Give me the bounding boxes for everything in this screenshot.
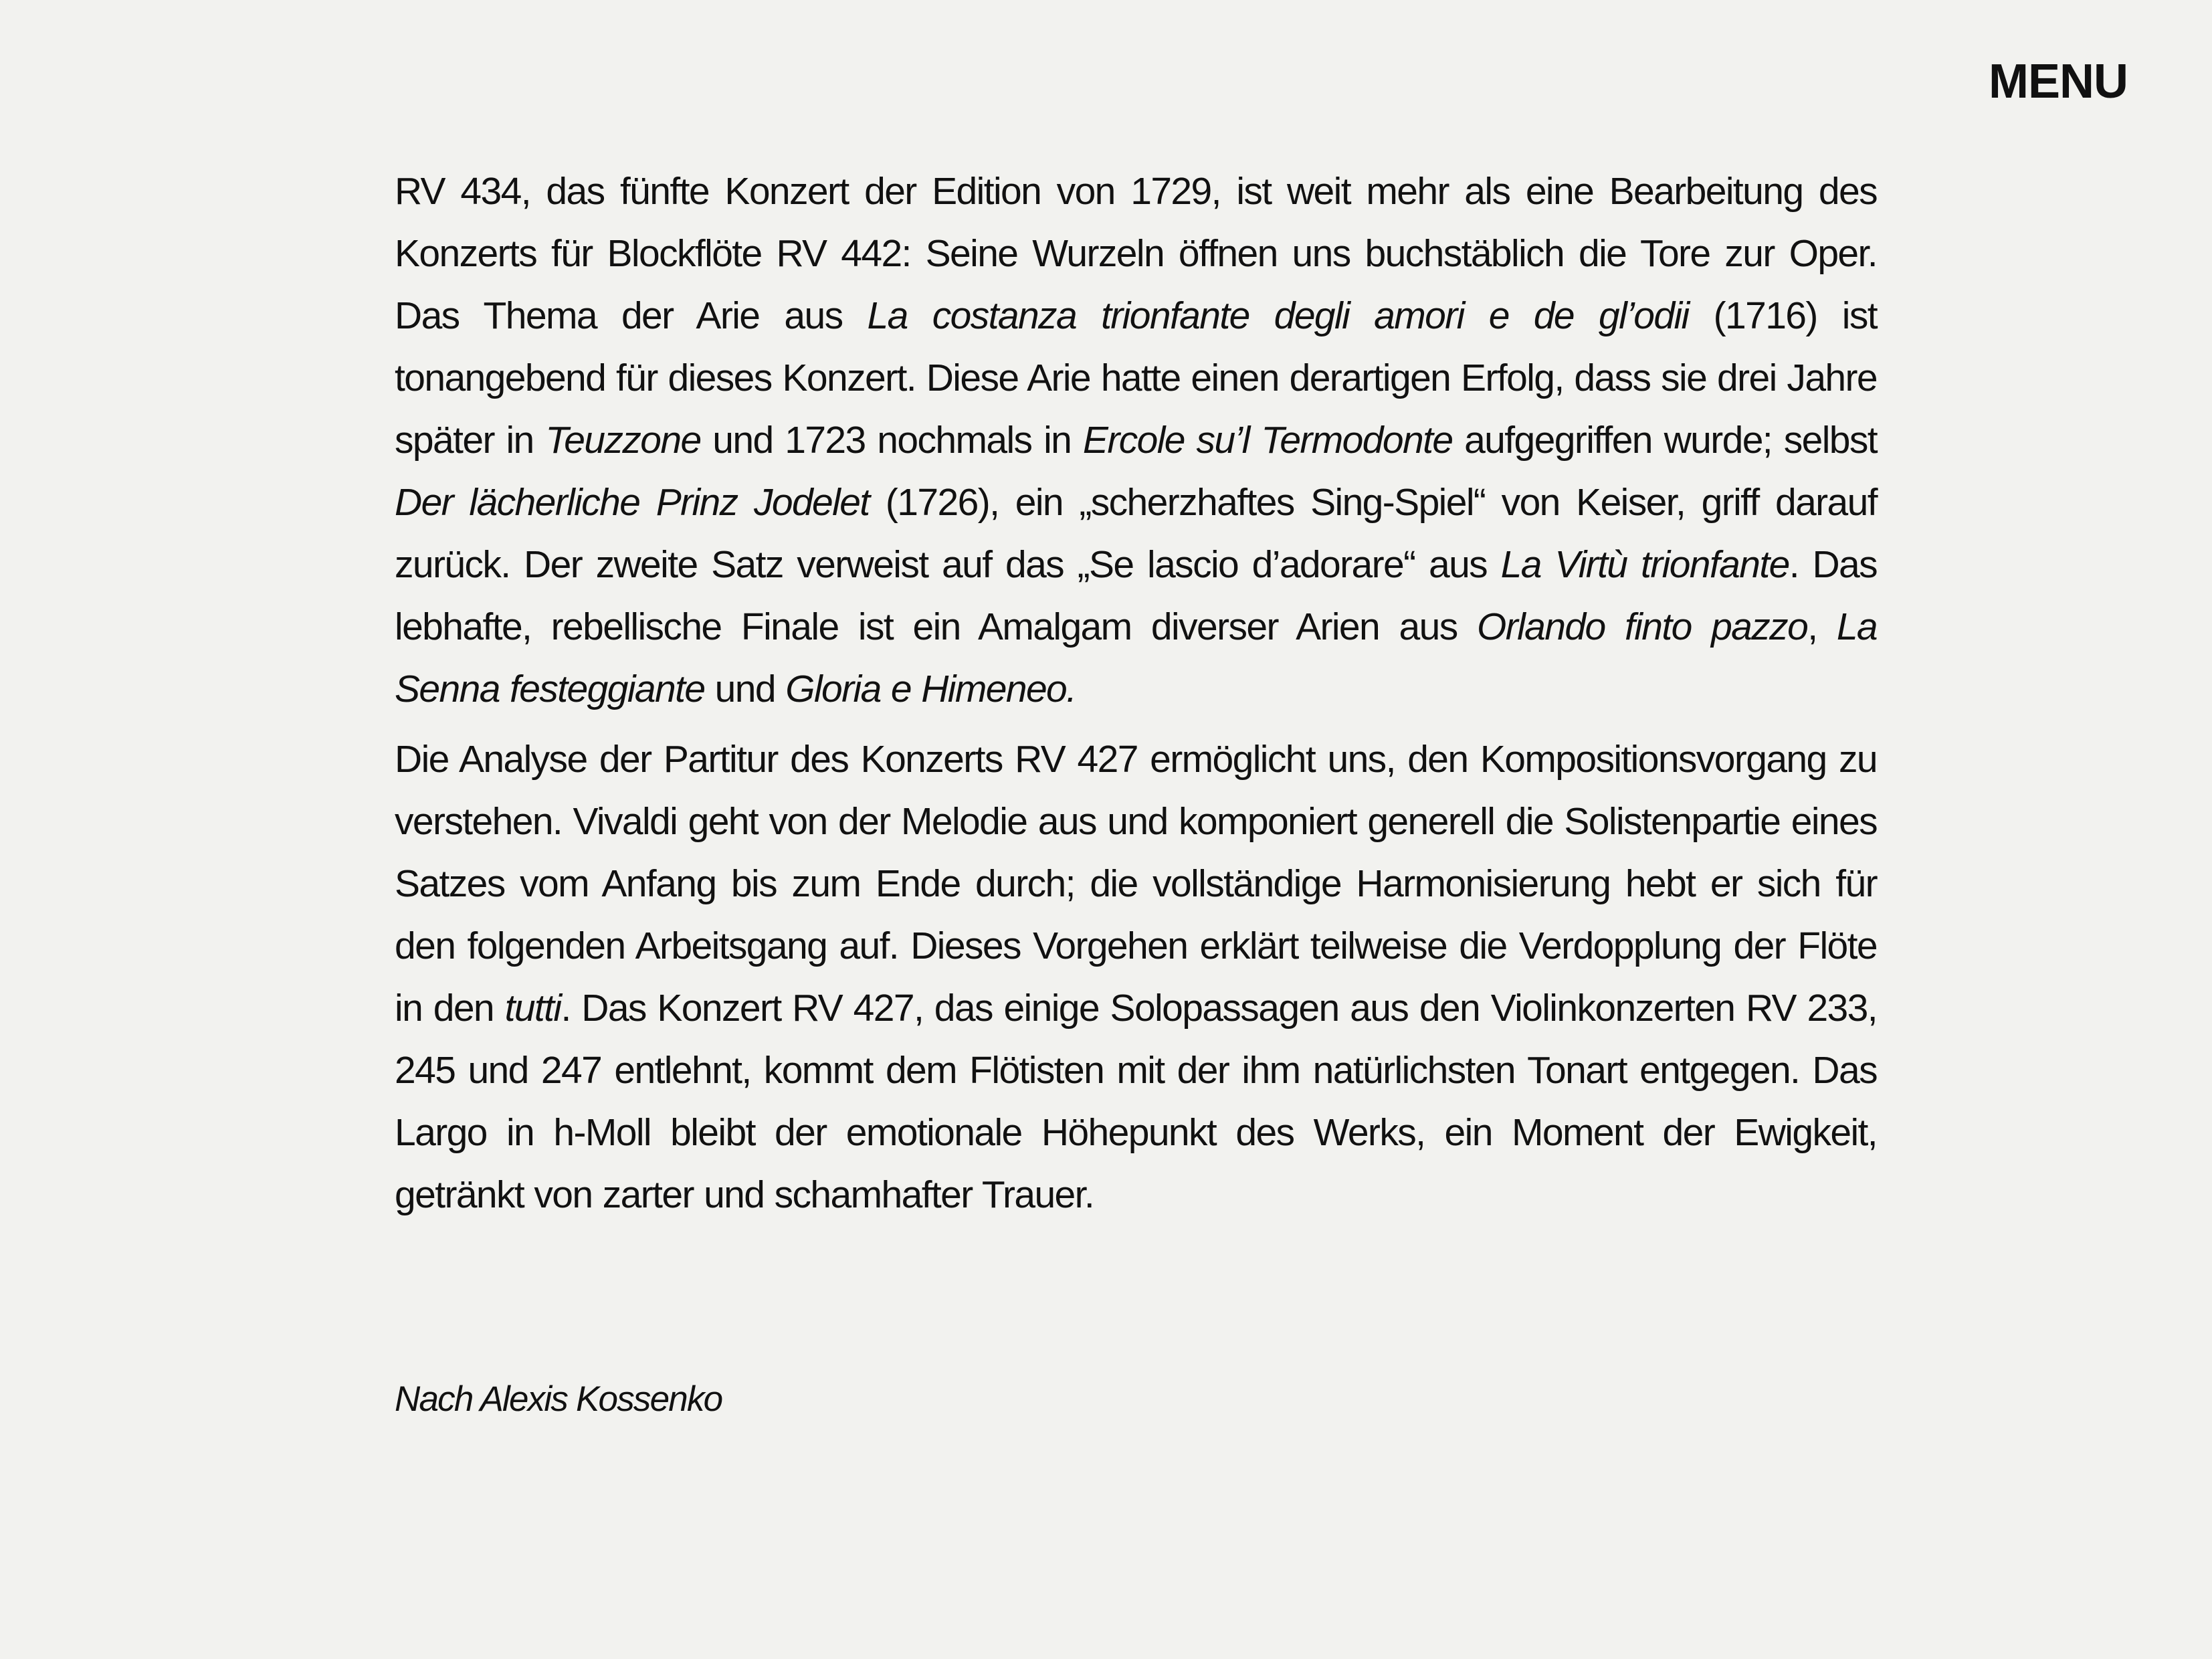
italic-title: Ercole su’l Termodonte	[1082, 419, 1453, 462]
italic-title: Gloria e Himeneo.	[785, 668, 1076, 710]
article-body	[395, 161, 1877, 1226]
italic-title: Teuzzone	[545, 419, 701, 462]
text-segment: aufgegriffen wurde; selbst	[1452, 419, 1878, 462]
text-segment: . Das Konzert RV 427, das einige Solopassagen aus den Violinkonzerten RV 233, 245 und 247 entlehnt, kommt dem Flötisten mit der ihm natürlichsten Tonart entgegen. Das Largo in h-Moll bleibt der emotionale Höhepunkt des Werks, ein Moment der Ewigkeit, getränkt von zarter und schamhafter Trauer.	[395, 987, 1877, 1216]
text-segment: (1726), ein „scherzhaftes Sing-Spiel“ von Keiser, griff darauf zurück. Der zweite Satz verweist auf das „Se lascio d’adorare“ aus	[395, 481, 1877, 586]
italic-title: Orlando finto pazzo	[1477, 605, 1808, 648]
italic-title: tutti	[504, 987, 561, 1030]
text-segment: Die Analyse der Partitur des Konzerts RV 427 ermöglicht uns, den Kompositionsvorgang zu verstehen. Vivaldi geht von der Melodie aus und komponiert generell die Solistenpartie eines Satzes vom Anfang bis zum Ende durch; die vollständige Harmonisierung hebt er sich für den folgenden Arbeitsgang auf. Dieses Vorgehen erklärt teilweise die Verdopplung der Flöte in den	[395, 738, 1877, 1030]
italic-title: Der lächerliche Prinz Jodelet	[395, 481, 870, 524]
attribution: Nach Alexis Kossenko	[395, 1379, 722, 1419]
italic-title: La Senna festeggiante	[395, 605, 1878, 710]
text-segment: und	[704, 668, 786, 710]
paragraph	[395, 728, 1877, 1226]
italic-title: La Virtù trionfante	[1500, 543, 1789, 586]
paragraph	[395, 161, 1877, 720]
text-segment: . Das lebhafte, rebellische Finale ist ein Amalgam diverser Arien aus	[395, 543, 1878, 648]
text-segment: RV 434, das fünfte Konzert der Edition von 1729, ist weit mehr als eine Bearbeitung des Konzerts für Blockflöte RV 442: Seine Wurzeln öffnen uns buchstäblich die Tore zur Oper. Das Thema der Arie aus	[395, 170, 1877, 337]
text-segment: ,	[1807, 605, 1837, 648]
text-segment: (1716) ist tonangebend für dieses Konzert. Diese Arie hatte einen derartigen Erfolg, dass sie drei Jahre später in	[395, 294, 1877, 462]
text-segment: und 1723 nochmals in	[700, 419, 1083, 462]
menu-button[interactable]: MENU	[1989, 55, 2128, 108]
italic-title: La costanza trionfante degli amori e de gl’odii	[867, 294, 1689, 337]
